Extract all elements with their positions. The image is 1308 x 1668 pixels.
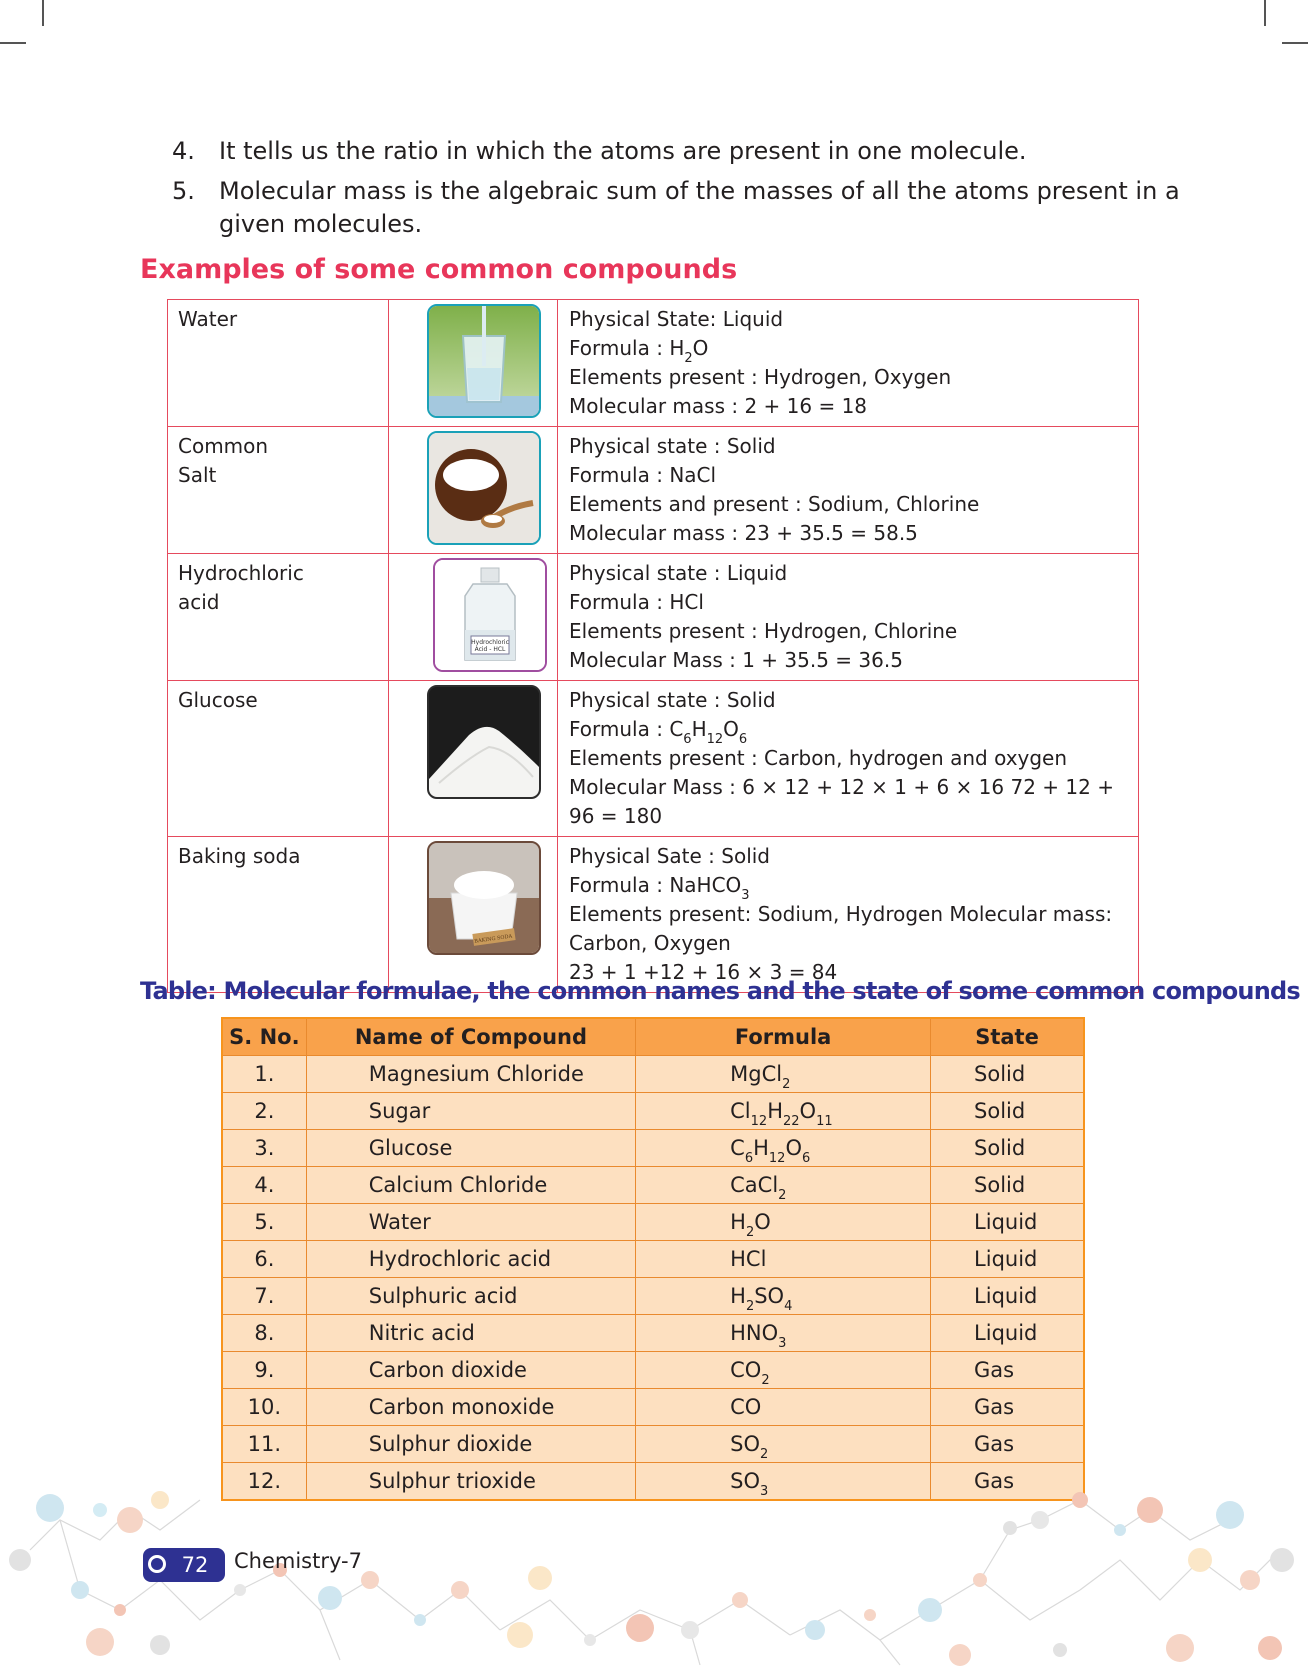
table-row <box>222 1352 1084 1389</box>
table-row <box>222 1278 1084 1315</box>
table-body <box>222 1056 1084 1501</box>
cell-formula: $HNO_3$ <box>636 1315 931 1352</box>
molecular-mass: Molecular mass : 23 + 35.5 = 58.5 <box>569 521 918 545</box>
cell-sno: 12. <box>222 1463 306 1501</box>
cell-name: Carbon dioxide <box>306 1352 635 1389</box>
svg-text:Hydrochloric: Hydrochloric <box>471 639 509 646</box>
cell-state: Solid <box>931 1056 1084 1093</box>
numbered-points <box>164 135 1194 248</box>
cell-formula: CaCl$_2$ <box>636 1167 931 1204</box>
molecular-mass: Molecular Mass : 1 + 35.5 = 36.5 <box>569 648 903 672</box>
examples-table <box>167 299 1139 993</box>
point-number: 5. <box>172 177 195 205</box>
header-formula: Formula <box>636 1018 931 1056</box>
cell-state: Solid <box>931 1167 1084 1204</box>
cell-sno: 5. <box>222 1204 306 1241</box>
cell-sno: 6. <box>222 1241 306 1278</box>
physical-state: Physical state : Liquid <box>569 561 788 585</box>
photo-cell <box>389 427 558 554</box>
photo-cell <box>389 554 558 681</box>
elements-present: Elements present : Carbon, hydrogen and oxygen <box>569 746 1068 770</box>
section-heading: Examples of some common compounds <box>140 254 738 285</box>
cell-name: Nitric acid <box>306 1315 635 1352</box>
cell-name: Hydrochloric acid <box>306 1241 635 1278</box>
elements-present: Elements present : Hydrogen, Oxygen <box>569 365 952 389</box>
cell-name: Water <box>306 1204 635 1241</box>
crop-mark <box>42 0 44 26</box>
acid-bottle-photo <box>433 558 547 672</box>
salt-bowl-photo <box>427 431 541 545</box>
formula-line: Formula : $H_2O$ <box>569 336 709 366</box>
table-row <box>222 1130 1084 1167</box>
header-sno: S. No. <box>222 1018 306 1056</box>
formula-line: Formula : NaCl <box>569 463 717 487</box>
cell-state: Liquid <box>931 1278 1084 1315</box>
cell-state: Solid <box>931 1130 1084 1167</box>
cell-state: Gas <box>931 1389 1084 1426</box>
point-number: 4. <box>172 137 195 165</box>
example-row <box>168 837 1139 993</box>
cell-state: Liquid <box>931 1315 1084 1352</box>
photo-cell <box>389 300 558 427</box>
example-row <box>168 681 1139 837</box>
point-text: Molecular mass is the algebraic sum of the masses of all the atoms present in a given molecules. <box>219 177 1180 238</box>
formula-line: Formula : NaHCO$_3$ <box>569 873 750 903</box>
table-row <box>222 1167 1084 1204</box>
table-row <box>222 1426 1084 1463</box>
cell-state: Gas <box>931 1463 1084 1501</box>
compound-properties <box>558 427 1139 554</box>
header-state: State <box>931 1018 1084 1056</box>
cell-formula: $Cl_{12}H_{22}O_{11}$ <box>636 1093 931 1130</box>
cell-name: Calcium Chloride <box>306 1167 635 1204</box>
svg-text:Acid - HCL: Acid - HCL <box>474 646 506 653</box>
cell-sno: 3. <box>222 1130 306 1167</box>
molecular-mass: 23 + 1 +12 + 16 × 3 = 84 <box>569 960 838 984</box>
cell-name: Sulphur dioxide <box>306 1426 635 1463</box>
table-row <box>222 1093 1084 1130</box>
formula-line: Formula : HCl <box>569 590 704 614</box>
example-row <box>168 300 1139 427</box>
table-row <box>222 1204 1084 1241</box>
glass-of-water-photo <box>427 304 541 418</box>
table-row <box>222 1315 1084 1352</box>
cell-sno: 11. <box>222 1426 306 1463</box>
crop-mark <box>1264 0 1266 26</box>
swirl-icon <box>148 1555 166 1573</box>
cell-sno: 4. <box>222 1167 306 1204</box>
physical-state: Physical Sate : Solid <box>569 844 771 868</box>
molecular-mass: Molecular Mass : 6 × 12 + 12 × 1 + 6 × 16 72 + 12 + 96 = 180 <box>569 775 1114 828</box>
svg-text:BAKING SODA: BAKING SODA <box>474 933 513 945</box>
point-text: It tells us the ratio in which the atoms are present in one molecule. <box>219 137 1027 165</box>
compound-properties <box>558 837 1139 993</box>
photo-cell <box>389 681 558 837</box>
glucose-powder-photo <box>427 685 541 799</box>
molecular-formulae-table <box>221 1017 1085 1501</box>
cell-state: Liquid <box>931 1204 1084 1241</box>
cell-name: Sulphur trioxide <box>306 1463 635 1501</box>
physical-state: Physical State: Liquid <box>569 307 784 331</box>
compound-name: Common Salt <box>168 427 389 554</box>
cell-formula: $H_2SO_4$ <box>636 1278 931 1315</box>
cell-state: Solid <box>931 1093 1084 1130</box>
cell-formula: $H_2O$ <box>636 1204 931 1241</box>
book-title: Chemistry-7 <box>234 1549 362 1573</box>
cell-formula: CO <box>636 1389 931 1426</box>
crop-mark <box>0 42 26 44</box>
cell-sno: 10. <box>222 1389 306 1426</box>
example-row <box>168 427 1139 554</box>
point-item <box>164 175 1194 241</box>
table-row <box>222 1389 1084 1426</box>
cell-state: Gas <box>931 1426 1084 1463</box>
elements-present: Elements and present : Sodium, Chlorine <box>569 492 980 516</box>
elements-present: Elements present : Hydrogen, Chlorine <box>569 619 958 643</box>
cell-name: Sugar <box>306 1093 635 1130</box>
crop-mark <box>1282 42 1308 44</box>
compound-properties <box>558 554 1139 681</box>
cell-formula: $SO_2$ <box>636 1426 931 1463</box>
elements-present: Elements present: Sodium, Hydrogen Molecular mass: <box>569 902 1113 926</box>
physical-state: Physical state : Solid <box>569 688 776 712</box>
compound-name: Baking soda <box>168 837 389 993</box>
photo-cell <box>389 837 558 993</box>
table-row <box>222 1241 1084 1278</box>
molecular-mass: Molecular mass : 2 + 16 = 18 <box>569 394 868 418</box>
cell-name: Glucose <box>306 1130 635 1167</box>
compound-name: Glucose <box>168 681 389 837</box>
table-row <box>222 1056 1084 1093</box>
cell-sno: 2. <box>222 1093 306 1130</box>
header-name: Name of Compound <box>306 1018 635 1056</box>
table-header-row <box>222 1018 1084 1056</box>
cell-sno: 7. <box>222 1278 306 1315</box>
cell-name: Carbon monoxide <box>306 1389 635 1426</box>
elements-present-cont: Carbon, Oxygen <box>569 931 731 955</box>
cell-formula: MgCl$_2$ <box>636 1056 931 1093</box>
cell-formula: $C_6H_{12}O_6$ <box>636 1130 931 1167</box>
cell-state: Liquid <box>931 1241 1084 1278</box>
point-item <box>164 135 1194 168</box>
table-caption: Table: Molecular formulae, the common names and the state of some common compounds <box>140 977 1300 1005</box>
cell-name: Magnesium Chloride <box>306 1056 635 1093</box>
cell-formula: $CO_2$ <box>636 1352 931 1389</box>
cell-state: Gas <box>931 1352 1084 1389</box>
baking-soda-photo <box>427 841 541 955</box>
compound-properties <box>558 681 1139 837</box>
cell-formula: HCl <box>636 1241 931 1278</box>
compound-properties <box>558 300 1139 427</box>
cell-sno: 8. <box>222 1315 306 1352</box>
cell-formula: $SO_3$ <box>636 1463 931 1501</box>
physical-state: Physical state : Solid <box>569 434 776 458</box>
formula-line: Formula : $C_6H_{12}O_6$ <box>569 717 748 747</box>
compound-name: Hydrochloric acid <box>168 554 389 681</box>
cell-sno: 1. <box>222 1056 306 1093</box>
cell-name: Sulphuric acid <box>306 1278 635 1315</box>
example-row <box>168 554 1139 681</box>
compound-name: Water <box>168 300 389 427</box>
page-number: 72 <box>181 1553 209 1577</box>
cell-sno: 9. <box>222 1352 306 1389</box>
